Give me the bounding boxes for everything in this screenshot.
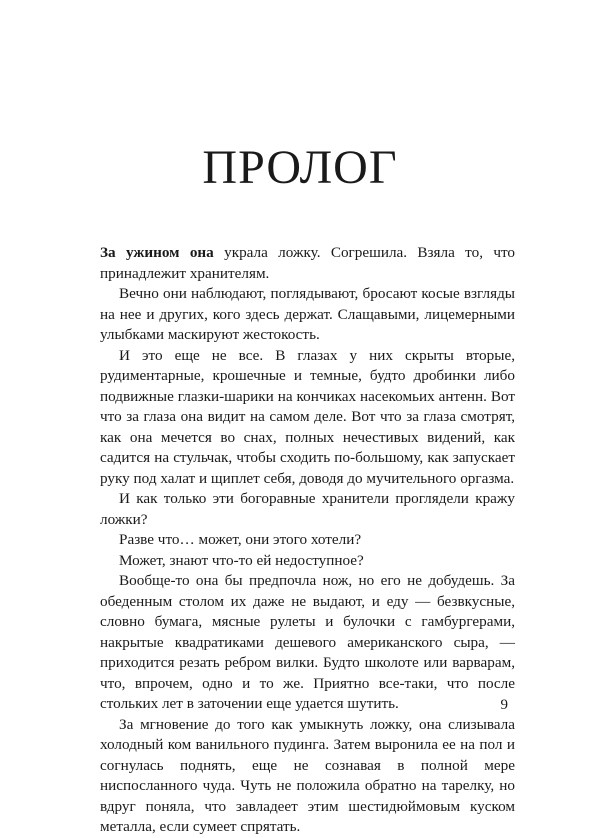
- paragraph-text: Вечно они наблюдают, поглядывают, бросают косые взгляды на нее и других, кого здесь держат. Слащавыми, лицемерными улыбками маскируют жестокость.: [100, 285, 515, 343]
- paragraph: [100, 346, 515, 490]
- chapter-body: [100, 243, 515, 838]
- paragraph-text: Может, знают что-то ей недоступное?: [119, 551, 364, 569]
- paragraph-text: Вообще-то она бы предпочла нож, но его не добудешь. За обеденным столом их даже не выдают, и еду — безвкусные, словно бумага, мясные рулеты и булочки с гамбургерами, накрытые квадратиками дешевого американского сыра, — приходится резать ребром вилки. Будто школоте или варварам, что, впрочем, одно и то же. Приятно все-таки, что после стольких лет в заточении еще удается шутить.: [100, 572, 515, 712]
- paragraph-lead: За ужином она: [100, 244, 214, 261]
- paragraph-text: Разве что… может, они этого хотели?: [119, 531, 362, 548]
- paragraph: [100, 243, 515, 284]
- paragraph-text: И как только эти богоравные хранители проглядели кражу ложки?: [100, 490, 515, 528]
- paragraph: [100, 530, 515, 551]
- paragraph-text: И это еще не все. В глазах у них скрыты вторые, рудиментарные, крошечные и темные, будто дробинки либо подвижные глазки-шарики на кончиках насекомьих антенн. Вот что за глаза она видит на самом деле. Вот что за глаза смотрят, как она мечется во снах, полных нечестивых видений, как садится на стульчак, чтобы сходить по-большому, как запускает руку под халат и щиплет себя, доводя до мучительного оргазма.: [100, 346, 515, 487]
- chapter-title: ПРОЛОГ: [202, 141, 398, 194]
- paragraph-text: украла ложку. Согрешила. Взяла то, что принадлежит хранителям.: [100, 244, 515, 282]
- paragraph: [100, 715, 515, 838]
- paragraph: [100, 551, 515, 572]
- paragraph: [100, 489, 515, 530]
- paragraph: [100, 284, 515, 346]
- paragraph: [100, 571, 515, 715]
- page-number: 9: [500, 697, 508, 713]
- paragraph-text: За мгновение до того как умыкнуть ложку, она слизывала холодный ком ванильного пудинга. Затем выронила ее на пол и согнулась поднять, еще не сознавая в полной мере ниспосланного чуда. Чуть не положила обратно на тарелку, но вдруг поняла, что завладеет этим шестидюймовым куском металла, если сумеет спрятать.: [100, 715, 515, 835]
